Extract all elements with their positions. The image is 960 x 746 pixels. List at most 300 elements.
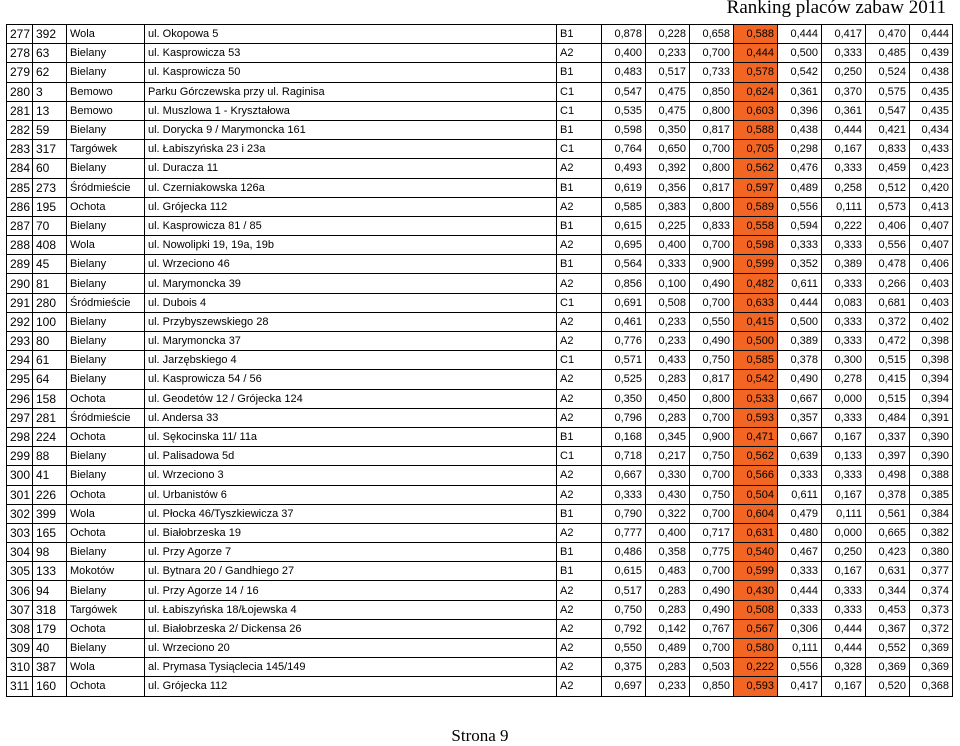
class-cell: A2 [557, 619, 602, 638]
score-8-cell: 0,423 [910, 159, 953, 178]
score-3-cell: 0,700 [690, 639, 734, 658]
score-7-cell: 0,515 [866, 389, 910, 408]
score-7-cell: 0,520 [866, 677, 910, 696]
score-8-cell: 0,388 [910, 466, 953, 485]
score-4-cell: 0,603 [734, 101, 778, 120]
table-row [7, 255, 953, 274]
score-3-cell: 0,503 [690, 658, 734, 677]
score-2-cell: 0,330 [646, 466, 690, 485]
score-3-cell: 0,800 [690, 389, 734, 408]
score-5-cell: 0,489 [778, 178, 822, 197]
score-5-cell: 0,479 [778, 504, 822, 523]
table-row [7, 389, 953, 408]
score-7-cell: 0,372 [866, 312, 910, 331]
score-2-cell: 0,475 [646, 101, 690, 120]
score-6-cell: 0,333 [822, 274, 866, 293]
score-6-cell: 0,278 [822, 370, 866, 389]
score-7-cell: 0,485 [866, 44, 910, 63]
score-4-cell: 0,566 [734, 466, 778, 485]
rank-cell: 305 [7, 562, 33, 581]
score-7-cell: 0,423 [866, 543, 910, 562]
rank-cell: 283 [7, 140, 33, 159]
score-3-cell: 0,750 [690, 485, 734, 504]
score-6-cell: 0,133 [822, 447, 866, 466]
score-5-cell: 0,444 [778, 25, 822, 44]
rank-cell: 310 [7, 658, 33, 677]
score-8-cell: 0,398 [910, 332, 953, 351]
score-2-cell: 0,217 [646, 447, 690, 466]
score-5-cell: 0,111 [778, 639, 822, 658]
score-1-cell: 0,718 [602, 447, 646, 466]
district-cell: Wola [67, 504, 145, 523]
district-cell: Wola [67, 236, 145, 255]
score-1-cell: 0,461 [602, 312, 646, 331]
table-row [7, 101, 953, 120]
score-4-cell: 0,599 [734, 562, 778, 581]
class-cell: B1 [557, 562, 602, 581]
score-6-cell: 0,333 [822, 581, 866, 600]
rank-cell: 307 [7, 600, 33, 619]
score-8-cell: 0,382 [910, 523, 953, 542]
playground-id-cell: 318 [33, 600, 67, 619]
score-8-cell: 0,373 [910, 600, 953, 619]
score-4-cell: 0,533 [734, 389, 778, 408]
score-2-cell: 0,383 [646, 197, 690, 216]
score-7-cell: 0,369 [866, 658, 910, 677]
address-cell: ul. Bytnara 20 / Gandhiego 27 [145, 562, 557, 581]
address-cell: ul. Geodetów 12 / Grójecka 124 [145, 389, 557, 408]
address-cell: ul. Łabiszyńska 23 i 23a [145, 140, 557, 159]
playground-id-cell: 41 [33, 466, 67, 485]
score-2-cell: 0,283 [646, 658, 690, 677]
score-3-cell: 0,550 [690, 312, 734, 331]
table-row [7, 332, 953, 351]
score-8-cell: 0,394 [910, 370, 953, 389]
rank-cell: 291 [7, 293, 33, 312]
score-1-cell: 0,547 [602, 82, 646, 101]
address-cell: ul. Palisadowa 5d [145, 447, 557, 466]
address-cell: ul. Sękocinska 11/ 11a [145, 427, 557, 446]
district-cell: Bielany [67, 63, 145, 82]
score-4-cell: 0,578 [734, 63, 778, 82]
score-7-cell: 0,552 [866, 639, 910, 658]
score-2-cell: 0,233 [646, 312, 690, 331]
score-6-cell: 0,333 [822, 312, 866, 331]
score-1-cell: 0,333 [602, 485, 646, 504]
score-2-cell: 0,100 [646, 274, 690, 293]
table-row [7, 312, 953, 331]
score-5-cell: 0,556 [778, 658, 822, 677]
address-cell: ul. Wrzeciono 3 [145, 466, 557, 485]
class-cell: A2 [557, 677, 602, 696]
score-5-cell: 0,556 [778, 197, 822, 216]
score-7-cell: 0,367 [866, 619, 910, 638]
district-cell: Ochota [67, 427, 145, 446]
score-1-cell: 0,564 [602, 255, 646, 274]
playground-id-cell: 45 [33, 255, 67, 274]
score-2-cell: 0,450 [646, 389, 690, 408]
table-row [7, 639, 953, 658]
score-5-cell: 0,333 [778, 236, 822, 255]
score-1-cell: 0,598 [602, 120, 646, 139]
playground-id-cell: 408 [33, 236, 67, 255]
score-4-cell: 0,705 [734, 140, 778, 159]
district-cell: Wola [67, 658, 145, 677]
score-6-cell: 0,167 [822, 427, 866, 446]
score-8-cell: 0,369 [910, 658, 953, 677]
playground-id-cell: 59 [33, 120, 67, 139]
score-2-cell: 0,350 [646, 120, 690, 139]
score-8-cell: 0,385 [910, 485, 953, 504]
score-8-cell: 0,438 [910, 63, 953, 82]
table-row [7, 523, 953, 542]
score-1-cell: 0,790 [602, 504, 646, 523]
district-cell: Ochota [67, 677, 145, 696]
score-2-cell: 0,233 [646, 332, 690, 351]
score-2-cell: 0,475 [646, 82, 690, 101]
score-4-cell: 0,482 [734, 274, 778, 293]
class-cell: A2 [557, 658, 602, 677]
score-6-cell: 0,300 [822, 351, 866, 370]
score-5-cell: 0,476 [778, 159, 822, 178]
class-cell: A2 [557, 332, 602, 351]
score-1-cell: 0,517 [602, 581, 646, 600]
playground-id-cell: 281 [33, 408, 67, 427]
district-cell: Bielany [67, 543, 145, 562]
playground-id-cell: 224 [33, 427, 67, 446]
score-4-cell: 0,580 [734, 639, 778, 658]
address-cell: ul. Kasprowicza 81 / 85 [145, 216, 557, 235]
district-cell: Bielany [67, 274, 145, 293]
score-5-cell: 0,490 [778, 370, 822, 389]
table-row [7, 504, 953, 523]
score-2-cell: 0,345 [646, 427, 690, 446]
score-4-cell: 0,604 [734, 504, 778, 523]
district-cell: Śródmieście [67, 178, 145, 197]
score-4-cell: 0,504 [734, 485, 778, 504]
score-2-cell: 0,650 [646, 140, 690, 159]
score-1-cell: 0,878 [602, 25, 646, 44]
playground-id-cell: 80 [33, 332, 67, 351]
score-7-cell: 0,681 [866, 293, 910, 312]
district-cell: Bielany [67, 351, 145, 370]
score-8-cell: 0,420 [910, 178, 953, 197]
score-8-cell: 0,434 [910, 120, 953, 139]
rank-cell: 298 [7, 427, 33, 446]
score-2-cell: 0,333 [646, 255, 690, 274]
score-4-cell: 0,222 [734, 658, 778, 677]
score-7-cell: 0,378 [866, 485, 910, 504]
score-4-cell: 0,562 [734, 447, 778, 466]
score-3-cell: 0,700 [690, 236, 734, 255]
score-3-cell: 0,700 [690, 466, 734, 485]
score-4-cell: 0,542 [734, 370, 778, 389]
district-cell: Ochota [67, 485, 145, 504]
score-7-cell: 0,484 [866, 408, 910, 427]
class-cell: A2 [557, 600, 602, 619]
score-1-cell: 0,856 [602, 274, 646, 293]
rank-cell: 304 [7, 543, 33, 562]
score-3-cell: 0,900 [690, 427, 734, 446]
score-7-cell: 0,498 [866, 466, 910, 485]
address-cell: ul. Czerniakowska 126a [145, 178, 557, 197]
address-cell: Parku Górczewska przy ul. Raginisa [145, 82, 557, 101]
score-5-cell: 0,542 [778, 63, 822, 82]
class-cell: B1 [557, 178, 602, 197]
rank-cell: 288 [7, 236, 33, 255]
class-cell: A2 [557, 523, 602, 542]
score-5-cell: 0,352 [778, 255, 822, 274]
score-1-cell: 0,615 [602, 216, 646, 235]
score-3-cell: 0,700 [690, 562, 734, 581]
rank-cell: 292 [7, 312, 33, 331]
score-7-cell: 0,397 [866, 447, 910, 466]
score-1-cell: 0,615 [602, 562, 646, 581]
score-5-cell: 0,361 [778, 82, 822, 101]
playground-id-cell: 61 [33, 351, 67, 370]
district-cell: Bielany [67, 120, 145, 139]
district-cell: Ochota [67, 389, 145, 408]
class-cell: B1 [557, 216, 602, 235]
score-3-cell: 0,817 [690, 370, 734, 389]
playground-id-cell: 399 [33, 504, 67, 523]
score-4-cell: 0,598 [734, 236, 778, 255]
playground-id-cell: 13 [33, 101, 67, 120]
class-cell: A2 [557, 581, 602, 600]
score-2-cell: 0,283 [646, 581, 690, 600]
score-3-cell: 0,900 [690, 255, 734, 274]
table-row [7, 658, 953, 677]
score-8-cell: 0,391 [910, 408, 953, 427]
playground-id-cell: 392 [33, 25, 67, 44]
rank-cell: 299 [7, 447, 33, 466]
playground-id-cell: 280 [33, 293, 67, 312]
class-cell: A2 [557, 389, 602, 408]
score-3-cell: 0,490 [690, 274, 734, 293]
score-7-cell: 0,453 [866, 600, 910, 619]
score-1-cell: 0,796 [602, 408, 646, 427]
score-8-cell: 0,403 [910, 293, 953, 312]
rank-cell: 302 [7, 504, 33, 523]
score-3-cell: 0,700 [690, 44, 734, 63]
table-row [7, 44, 953, 63]
district-cell: Mokotów [67, 562, 145, 581]
score-2-cell: 0,233 [646, 44, 690, 63]
address-cell: ul. Płocka 46/Tyszkiewicza 37 [145, 504, 557, 523]
class-cell: A2 [557, 370, 602, 389]
score-7-cell: 0,459 [866, 159, 910, 178]
score-3-cell: 0,700 [690, 408, 734, 427]
playground-id-cell: 64 [33, 370, 67, 389]
address-cell: ul. Dorycka 9 / Marymoncka 161 [145, 120, 557, 139]
score-2-cell: 0,358 [646, 543, 690, 562]
score-7-cell: 0,556 [866, 236, 910, 255]
score-5-cell: 0,500 [778, 44, 822, 63]
rank-cell: 282 [7, 120, 33, 139]
score-7-cell: 0,337 [866, 427, 910, 446]
district-cell: Wola [67, 25, 145, 44]
class-cell: B1 [557, 543, 602, 562]
score-4-cell: 0,585 [734, 351, 778, 370]
table-row [7, 178, 953, 197]
class-cell: A2 [557, 408, 602, 427]
address-cell: ul. Przybyszewskiego 28 [145, 312, 557, 331]
district-cell: Bielany [67, 466, 145, 485]
playground-id-cell: 160 [33, 677, 67, 696]
score-3-cell: 0,490 [690, 600, 734, 619]
class-cell: A2 [557, 466, 602, 485]
table-row [7, 63, 953, 82]
ranking-table-body [7, 25, 953, 697]
score-6-cell: 0,222 [822, 216, 866, 235]
score-4-cell: 0,588 [734, 120, 778, 139]
score-3-cell: 0,800 [690, 101, 734, 120]
score-3-cell: 0,800 [690, 159, 734, 178]
table-row [7, 159, 953, 178]
score-2-cell: 0,228 [646, 25, 690, 44]
score-2-cell: 0,322 [646, 504, 690, 523]
score-7-cell: 0,515 [866, 351, 910, 370]
address-cell: ul. Grójecka 112 [145, 677, 557, 696]
score-8-cell: 0,398 [910, 351, 953, 370]
score-3-cell: 0,750 [690, 351, 734, 370]
score-2-cell: 0,483 [646, 562, 690, 581]
score-6-cell: 0,333 [822, 332, 866, 351]
score-5-cell: 0,611 [778, 485, 822, 504]
district-cell: Targówek [67, 140, 145, 159]
rank-cell: 301 [7, 485, 33, 504]
score-1-cell: 0,695 [602, 236, 646, 255]
score-7-cell: 0,573 [866, 197, 910, 216]
score-1-cell: 0,585 [602, 197, 646, 216]
district-cell: Bielany [67, 159, 145, 178]
score-6-cell: 0,333 [822, 600, 866, 619]
address-cell: al. Prymasa Tysiąclecia 145/149 [145, 658, 557, 677]
score-4-cell: 0,631 [734, 523, 778, 542]
score-1-cell: 0,525 [602, 370, 646, 389]
table-row [7, 274, 953, 293]
score-6-cell: 0,389 [822, 255, 866, 274]
score-1-cell: 0,375 [602, 658, 646, 677]
class-cell: C1 [557, 293, 602, 312]
class-cell: A2 [557, 236, 602, 255]
score-2-cell: 0,517 [646, 63, 690, 82]
score-8-cell: 0,435 [910, 101, 953, 120]
class-cell: A2 [557, 44, 602, 63]
address-cell: ul. Przy Agorze 14 / 16 [145, 581, 557, 600]
page-title: Ranking placów zabaw 2011 [726, 0, 946, 18]
district-cell: Bielany [67, 312, 145, 331]
score-5-cell: 0,444 [778, 293, 822, 312]
score-4-cell: 0,593 [734, 408, 778, 427]
table-row [7, 370, 953, 389]
class-cell: B1 [557, 255, 602, 274]
score-2-cell: 0,283 [646, 370, 690, 389]
rank-cell: 294 [7, 351, 33, 370]
score-6-cell: 0,333 [822, 236, 866, 255]
class-cell: A2 [557, 312, 602, 331]
table-row [7, 408, 953, 427]
score-2-cell: 0,430 [646, 485, 690, 504]
playground-id-cell: 165 [33, 523, 67, 542]
district-cell: Bielany [67, 332, 145, 351]
score-6-cell: 0,444 [822, 639, 866, 658]
score-5-cell: 0,438 [778, 120, 822, 139]
score-3-cell: 0,700 [690, 293, 734, 312]
score-4-cell: 0,624 [734, 82, 778, 101]
address-cell: ul. Nowolipki 19, 19a, 19b [145, 236, 557, 255]
class-cell: A2 [557, 274, 602, 293]
score-5-cell: 0,667 [778, 389, 822, 408]
score-4-cell: 0,430 [734, 581, 778, 600]
score-4-cell: 0,558 [734, 216, 778, 235]
rank-cell: 308 [7, 619, 33, 638]
district-cell: Bemowo [67, 82, 145, 101]
rank-cell: 297 [7, 408, 33, 427]
rank-cell: 280 [7, 82, 33, 101]
score-2-cell: 0,356 [646, 178, 690, 197]
page-number: Strona 9 [451, 726, 509, 745]
score-1-cell: 0,168 [602, 427, 646, 446]
rank-cell: 290 [7, 274, 33, 293]
score-2-cell: 0,433 [646, 351, 690, 370]
score-5-cell: 0,389 [778, 332, 822, 351]
score-1-cell: 0,792 [602, 619, 646, 638]
address-cell: ul. Grójecka 112 [145, 197, 557, 216]
score-6-cell: 0,333 [822, 408, 866, 427]
score-1-cell: 0,400 [602, 44, 646, 63]
score-7-cell: 0,266 [866, 274, 910, 293]
score-6-cell: 0,417 [822, 25, 866, 44]
class-cell: C1 [557, 82, 602, 101]
score-1-cell: 0,667 [602, 466, 646, 485]
score-2-cell: 0,283 [646, 408, 690, 427]
rank-cell: 303 [7, 523, 33, 542]
score-7-cell: 0,344 [866, 581, 910, 600]
rank-cell: 296 [7, 389, 33, 408]
score-3-cell: 0,817 [690, 120, 734, 139]
score-6-cell: 0,328 [822, 658, 866, 677]
score-4-cell: 0,589 [734, 197, 778, 216]
address-cell: ul. Urbanistów 6 [145, 485, 557, 504]
district-cell: Bielany [67, 447, 145, 466]
score-5-cell: 0,333 [778, 600, 822, 619]
class-cell: C1 [557, 101, 602, 120]
score-6-cell: 0,167 [822, 562, 866, 581]
score-3-cell: 0,490 [690, 581, 734, 600]
score-6-cell: 0,444 [822, 619, 866, 638]
playground-id-cell: 195 [33, 197, 67, 216]
playground-id-cell: 88 [33, 447, 67, 466]
address-cell: ul. Białobrzeska 19 [145, 523, 557, 542]
address-cell: ul. Okopowa 5 [145, 25, 557, 44]
table-row [7, 466, 953, 485]
score-8-cell: 0,406 [910, 255, 953, 274]
ranking-table [6, 24, 953, 697]
class-cell: A2 [557, 159, 602, 178]
score-4-cell: 0,562 [734, 159, 778, 178]
score-5-cell: 0,333 [778, 466, 822, 485]
playground-id-cell: 100 [33, 312, 67, 331]
class-cell: A2 [557, 197, 602, 216]
score-5-cell: 0,298 [778, 140, 822, 159]
playground-id-cell: 158 [33, 389, 67, 408]
playground-id-cell: 81 [33, 274, 67, 293]
rank-cell: 306 [7, 581, 33, 600]
score-5-cell: 0,396 [778, 101, 822, 120]
score-7-cell: 0,472 [866, 332, 910, 351]
score-1-cell: 0,691 [602, 293, 646, 312]
